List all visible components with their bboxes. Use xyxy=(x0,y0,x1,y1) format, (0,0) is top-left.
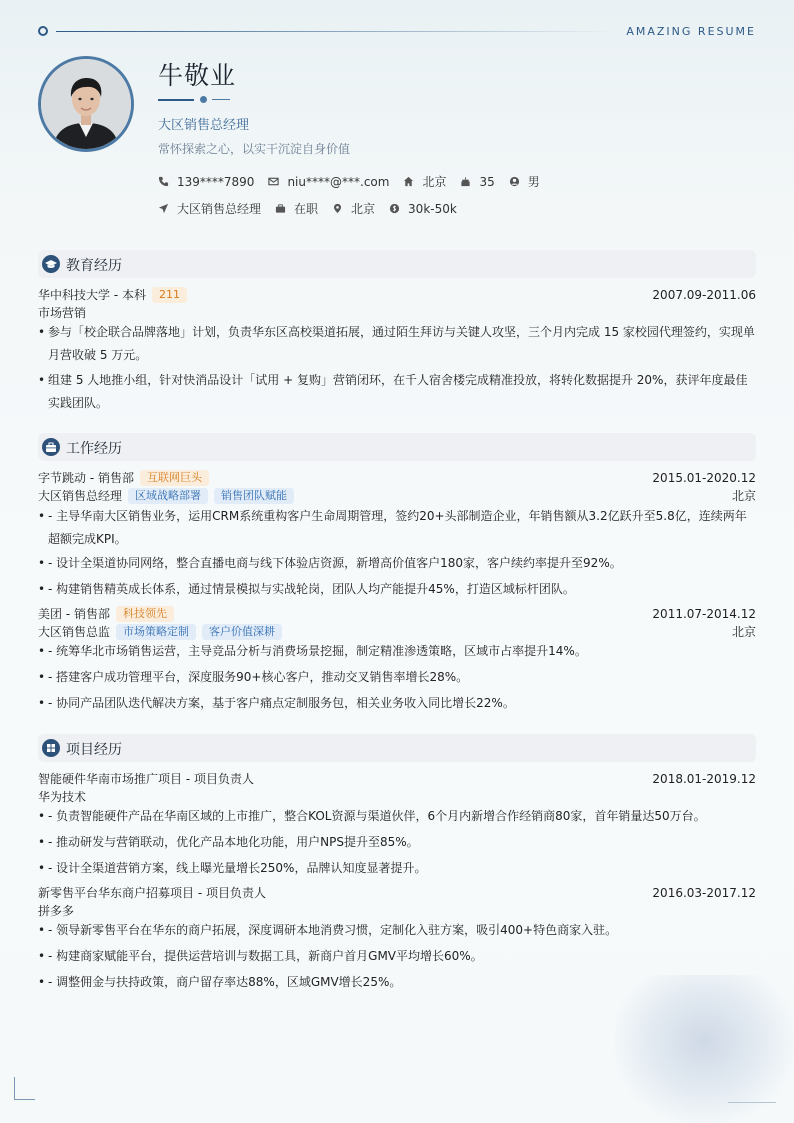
status-item xyxy=(275,200,318,217)
job-role-row xyxy=(38,488,756,504)
major: 市场营销 xyxy=(38,306,87,320)
bullet-text: - 构建商家赋能平台，提供运营培训与数据工具，新商户首月GMV平均增长60%。 xyxy=(48,949,483,963)
skill-tag: 市场策略定制 xyxy=(116,624,196,640)
target-role-value: 大区销售总经理 xyxy=(177,202,262,216)
gender-value: 男 xyxy=(527,175,540,189)
bullet-text: - 统筹华北市场销售运营，主导竞品分析与消费场景挖掘，制定精准渗透策略，区域市占率提升14%。 xyxy=(48,644,587,658)
list-item xyxy=(38,505,756,551)
bullet: • xyxy=(38,949,46,963)
contact-row xyxy=(158,173,554,190)
school-tag: 211 xyxy=(152,287,187,303)
bullet-text: - 推动研发与营销联动，优化产品本地化功能，用户NPS提升至85%。 xyxy=(48,835,419,849)
bullet: • xyxy=(38,556,46,570)
briefcase-icon xyxy=(42,438,60,456)
bullet: • xyxy=(38,975,46,989)
section-title: 教育经历 xyxy=(66,258,122,274)
bullet: • xyxy=(38,670,46,684)
company-tag: 科技领先 xyxy=(116,606,174,622)
job-location: 北京 xyxy=(731,625,756,639)
job-title: 大区销售总经理 xyxy=(158,118,250,133)
bullet-text: - 搭建客户成功管理平台，深度服务90+核心客户，推动交叉销售率增长28%。 xyxy=(48,670,469,684)
candidate-name: 牛敬业 xyxy=(158,61,237,90)
bullet-text: - 主导华南大区销售业务，运用CRM系统重构客户生命周期管理，签约20+头部制造企业，年销售额从3.2亿跃升至5.8亿，连续两年超额完成KPI。 xyxy=(48,509,747,546)
job-date: 2015.01-2020.12 xyxy=(652,471,756,485)
skill-tag: 销售团队赋能 xyxy=(214,488,294,504)
project-date: 2018.01-2019.12 xyxy=(652,772,756,786)
salary-item xyxy=(389,202,457,216)
background-blur-decoration xyxy=(615,975,794,1123)
project-org: 华为技术 xyxy=(38,790,87,804)
avatar xyxy=(38,56,134,152)
list-item xyxy=(38,857,756,880)
motto: 常怀探索之心，以实干沉淀自身价值 xyxy=(158,142,351,156)
section-header-work xyxy=(38,433,756,461)
skill-tag: 区域战略部署 xyxy=(128,488,208,504)
salary-value: 30k-50k xyxy=(408,201,457,216)
graduation-cap-icon xyxy=(42,255,60,273)
location-pin-icon xyxy=(332,203,343,214)
bullet: • xyxy=(38,861,46,875)
city-value: 北京 xyxy=(422,175,447,189)
age-value: 35 xyxy=(479,174,495,189)
job-intention-row xyxy=(158,200,471,217)
project-header xyxy=(38,885,756,901)
project-name: 智能硬件华南市场推广项目 - 项目负责人 xyxy=(38,772,254,786)
list-item xyxy=(38,369,756,415)
list-item xyxy=(38,640,756,663)
bullet: • xyxy=(38,696,46,710)
home-icon xyxy=(403,176,414,187)
phone-value: 139****7890 xyxy=(177,174,255,189)
gender-item xyxy=(509,173,540,190)
job-location: 北京 xyxy=(731,489,756,503)
target-city-value: 北京 xyxy=(351,202,376,216)
bullet: • xyxy=(38,644,46,658)
job-date: 2011.07-2014.12 xyxy=(652,607,756,621)
divider xyxy=(56,31,616,32)
bullet-text: - 构建销售精英成长体系，通过情景模拟与实战轮岗，团队人均产能提升45%，打造区域标杆团队。 xyxy=(48,582,575,596)
status-value: 在职 xyxy=(294,202,319,216)
corner-bracket-decoration xyxy=(14,1077,35,1100)
skill-tag: 客户价值深耕 xyxy=(202,624,282,640)
mail-icon xyxy=(268,176,279,187)
job-role-row xyxy=(38,624,756,640)
section-header-projects xyxy=(38,734,756,762)
target-role-item xyxy=(158,200,261,217)
bullet: • xyxy=(38,923,46,937)
bullet: • xyxy=(38,835,46,849)
list-item xyxy=(38,805,756,828)
city-item xyxy=(403,173,446,190)
brand-label: AMAZING RESUME xyxy=(626,25,756,38)
profile-photo xyxy=(41,59,131,149)
bullet-text: - 设计全渠道营销方案，线上曝光量增长250%，品牌认知度显著提升。 xyxy=(48,861,427,875)
bullet: • xyxy=(38,325,46,339)
bullet: • xyxy=(38,373,46,387)
project-org: 拼多多 xyxy=(38,904,75,918)
grid-icon xyxy=(42,739,60,757)
project-header xyxy=(38,771,756,787)
bullet: • xyxy=(38,509,46,523)
school-line: 华中科技大学 - 本科 xyxy=(38,288,146,302)
job-header xyxy=(38,606,756,622)
project-date: 2016.03-2017.12 xyxy=(652,886,756,900)
circle-decoration xyxy=(38,26,48,36)
list-item xyxy=(38,666,756,689)
bullet-text: 参与「校企联合品牌落地」计划，负责华东区高校渠道拓展，通过陌生拜访与关键人攻坚，三个月内完成 15 家校园代理签约，实现单月营收破 5 万元。 xyxy=(48,325,755,362)
bullet-text: - 负责智能硬件产品在华南区域的上市推广，整合KOL资源与渠道伙伴，6个月内新增合作经销商80家，首年销量达50万台。 xyxy=(48,809,706,823)
section-title: 项目经历 xyxy=(66,742,122,758)
target-city-item xyxy=(332,200,375,217)
cake-icon xyxy=(460,176,471,187)
list-item xyxy=(38,919,756,942)
briefcase-icon xyxy=(275,203,286,214)
list-item xyxy=(38,831,756,854)
bullet-text: 组建 5 人地推小组，针对快消品设计「试用 + 复购」营销闭环，在千人宿舍楼完成精准投放，将转化数据提升 20%，获评年度最佳实践团队。 xyxy=(48,373,748,410)
bullet-text: - 协同产品团队迭代解决方案，基于客户痛点定制服务包，相关业务收入同比增长22%。 xyxy=(48,696,515,710)
project-name: 新零售平台华东商户招募项目 - 项目负责人 xyxy=(38,886,266,900)
list-item xyxy=(38,692,756,715)
phone-icon xyxy=(158,176,169,187)
footer-line-decoration xyxy=(728,1102,776,1103)
list-item xyxy=(38,321,756,367)
phone-item xyxy=(158,175,254,189)
bullet: • xyxy=(38,582,46,596)
section-header-education xyxy=(38,250,756,278)
job-role: 大区销售总监 xyxy=(38,625,111,639)
job-role: 大区销售总经理 xyxy=(38,489,123,503)
company-name: 字节跳动 - 销售部 xyxy=(38,471,134,485)
bullet-text: - 调整佣金与扶持政策，商户留存率达88%，区域GMV增长25%。 xyxy=(48,975,402,989)
list-item xyxy=(38,552,756,575)
job-header xyxy=(38,470,756,486)
company-name: 美团 - 销售部 xyxy=(38,607,110,621)
list-item xyxy=(38,578,756,601)
list-item xyxy=(38,945,756,968)
money-icon xyxy=(389,203,400,214)
company-tag: 互联网巨头 xyxy=(140,470,209,486)
bullet-text: - 领导新零售平台在华东的商户拓展，深度调研本地消费习惯，定制化入驻方案，吸引400+特色商家入驻。 xyxy=(48,923,618,937)
name-underline-decoration xyxy=(158,96,238,104)
email-value: niu****@***.com xyxy=(287,174,390,189)
email-item xyxy=(268,175,389,189)
send-icon xyxy=(158,203,169,214)
user-icon xyxy=(509,176,520,187)
education-date: 2007.09-2011.06 xyxy=(652,288,756,302)
bullet: • xyxy=(38,809,46,823)
age-item xyxy=(460,175,494,189)
bullet-text: - 设计全渠道协同网络，整合直播电商与线下体验店资源，新增高价值客户180家，客户续约率提升至92%。 xyxy=(48,556,622,570)
education-header xyxy=(38,287,756,303)
section-title: 工作经历 xyxy=(66,441,122,457)
